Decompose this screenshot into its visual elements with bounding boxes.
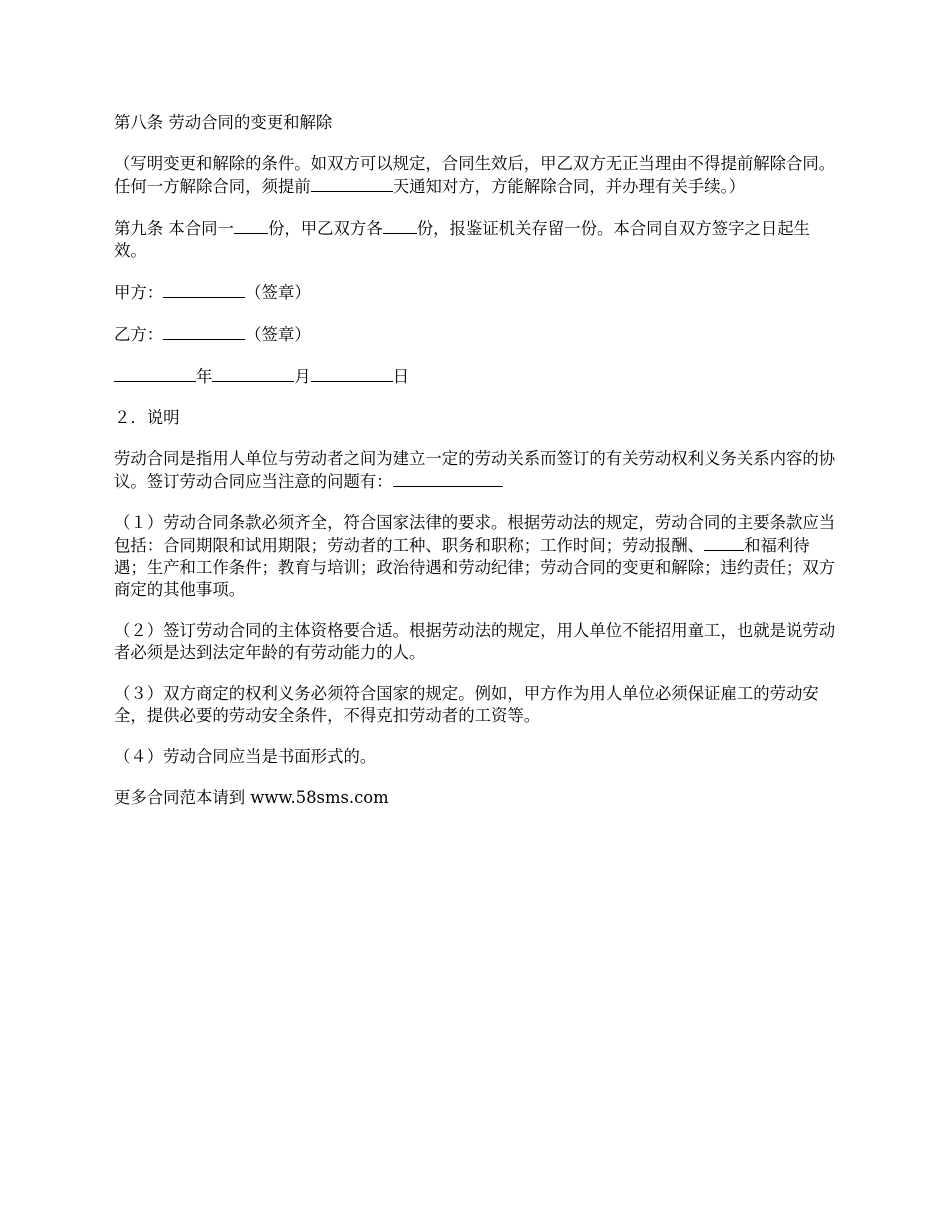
copies-total-blank (234, 217, 268, 234)
section2-item3: （３）双方商定的权利义务必须符合国家的规定。例如，甲方作为用人单位必须保证雇工的劳动安全，提供必要的劳动安全条件，不得克扣劳动者的工资等。 (114, 684, 819, 725)
article8-text-b: 天通知对方，方能解除合同，并办理有关手续。） (392, 177, 746, 196)
month-blank (212, 365, 294, 382)
party-b-line (114, 323, 840, 346)
article9-text-c: 份，报鉴证机关存留一份。本合同自双方签字之日起生效。 (114, 219, 811, 260)
year-label: 年 (196, 367, 213, 386)
section2-intro (114, 448, 840, 493)
year-blank (114, 365, 196, 382)
article8-body (114, 153, 840, 198)
party-a-label: 甲方： (114, 283, 164, 302)
party-a-line (114, 281, 840, 304)
article9-text-b: 份，甲乙双方各 (267, 219, 383, 238)
intro-blank (393, 470, 503, 487)
month-label: 月 (294, 367, 311, 386)
section2-intro-text: 劳动合同是指用人单位与劳动者之间为建立一定的劳动关系而签订的有关劳动权利义务关系内容的协议。签订劳动合同应当注意的问题有： (114, 449, 836, 491)
item1-blank (704, 534, 744, 551)
section2-heading: ２．说明 (114, 408, 180, 427)
party-a-seal: （签章） (245, 283, 311, 302)
footer-more-link[interactable]: 更多合同范本请到 www.58sms.com (114, 788, 389, 807)
notice-days-blank (311, 175, 393, 192)
article8-text-a: （写明变更和解除的条件。如双方可以规定，合同生效后，甲乙双方无正当理由不得提前解除合同。任何一方解除合同，须提前 (114, 154, 836, 196)
party-b-seal: （签章） (245, 325, 311, 344)
item1-text-a: （１）劳动合同条款必须齐全，符合国家法律的要求。根据劳动法的规定，劳动合同的主要条款应当包括：合同期限和试用期限；劳动者的工种、职务和职称；工作时间；劳动报酬、 (114, 513, 836, 555)
article9-text-a: 第九条 本合同一 (114, 219, 234, 238)
copies-each-blank (383, 217, 417, 234)
party-b-label: 乙方： (114, 325, 164, 344)
day-blank (311, 365, 393, 382)
document-page (114, 112, 840, 828)
party-b-signature-blank (163, 323, 245, 340)
section2-item1 (114, 512, 840, 601)
day-label: 日 (392, 367, 410, 386)
article9-body (114, 217, 840, 262)
item1-text-b: 和福利待遇；生产和工作条件；教育与培训；政治待遇和劳动纪律；劳动合同的变更和解除；违约责任；双方商定的其他事项。 (114, 536, 836, 599)
article8-title: 第八条 劳动合同的变更和解除 (114, 113, 333, 132)
section2-item4: （４）劳动合同应当是书面形式的。 (114, 747, 377, 766)
section2-item2: （２）签订劳动合同的主体资格要合适。根据劳动法的规定，用人单位不能招用童工，也就是说劳动者必须是达到法定年龄的有劳动能力的人。 (114, 621, 836, 662)
date-line (114, 365, 840, 388)
party-a-signature-blank (163, 281, 245, 298)
